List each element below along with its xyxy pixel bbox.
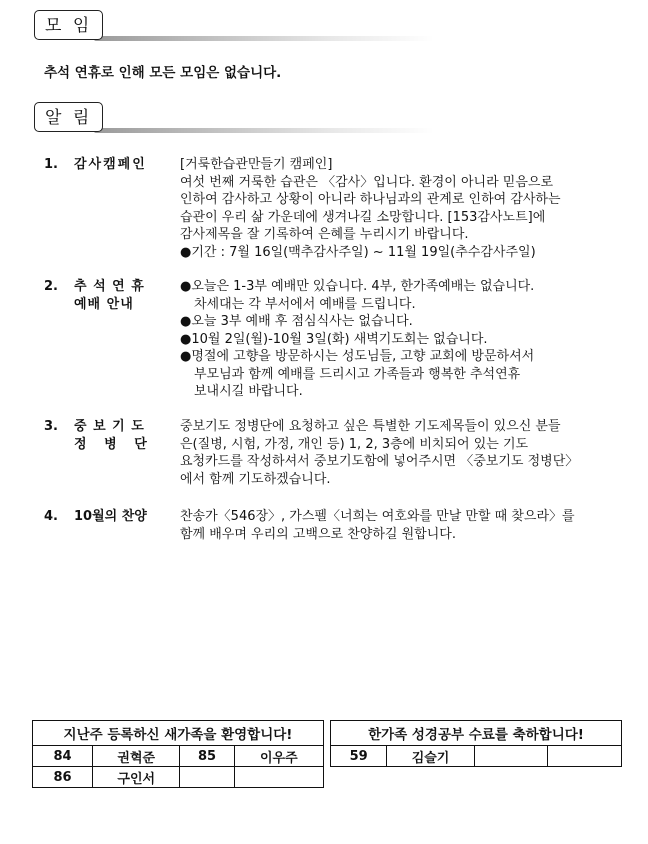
- table-cell: 이우주: [234, 746, 323, 767]
- item-line: 여섯 번째 거룩한 습관은 〈감사〉입니다. 환경이 아니라 믿음으로: [180, 174, 554, 190]
- item-line: 요청카드를 작성하셔서 중보기도함에 넣어주시면 〈중보기도 정병단〉: [180, 454, 579, 469]
- item-title: [74, 278, 178, 313]
- item-body: [180, 156, 620, 261]
- new-family-table-header: 지난주 등록하신 새가족을 환영합니다!: [33, 721, 324, 746]
- item-line: 중보기도 정병단에 요청하고 싶은 특별한 기도제목들이 있으신 분들: [180, 419, 561, 434]
- item-title-line: 정 병 단: [74, 436, 148, 452]
- item-number: 2.: [44, 279, 58, 294]
- item-line: ●오늘 3부 예배 후 점심식사는 없습니다.: [180, 314, 413, 329]
- table-cell: 86: [33, 767, 93, 788]
- item-title: [74, 156, 178, 174]
- table-row: [33, 767, 324, 788]
- item-title-line: 예배 안내: [74, 296, 134, 312]
- section-divider: [94, 128, 434, 133]
- item-title-line: 10월의 찬양: [74, 509, 147, 524]
- table-row: [33, 746, 324, 767]
- item-title-line: 중 보 기 도: [74, 419, 145, 434]
- item-title-line: 감사캠페인: [74, 157, 147, 172]
- notice-section-header: [34, 102, 434, 136]
- table-cell: 59: [331, 746, 387, 767]
- item-line: 습관이 우리 삶 가운데에 생겨나길 소망합니다. [153감사노트]에: [180, 209, 546, 225]
- item-title: [74, 418, 178, 453]
- item-line: ●명절에 고향을 방문하시는 성도님들, 고향 교회에 방문하셔서: [180, 349, 535, 364]
- item-line: 함께 배우며 우리의 고백으로 찬양하길 원합니다.: [180, 526, 456, 542]
- meeting-section-header: [34, 10, 434, 44]
- item-line: 부모님과 함께 예배를 드리시고 가족들과 행복한 추석연휴: [194, 366, 521, 382]
- item-line: 에서 함께 기도하겠습니다.: [180, 471, 331, 487]
- item-line: ●기간 : 7월 16일(맥추감사주일) ~ 11월 19일(추수감사주일): [180, 244, 536, 260]
- item-line: 차세대는 각 부서에서 예배를 드립니다.: [194, 296, 416, 312]
- table-cell: 85: [180, 746, 234, 767]
- item-body: [180, 508, 620, 543]
- item-body: [180, 278, 620, 401]
- notice-section-title: 알 림: [34, 102, 103, 132]
- item-body: [180, 418, 620, 488]
- table-cell: [234, 767, 323, 788]
- item-line: 보내시길 바랍니다.: [194, 384, 303, 399]
- new-family-table: [32, 720, 324, 788]
- table-cell: 권혁준: [93, 746, 180, 767]
- item-line: 찬송가〈546장〉, 가스펠〈너희는 여호와를 만날 만할 때 찾으라〉를: [180, 509, 575, 524]
- section-divider: [94, 36, 434, 41]
- bible-study-table-header: 한가족 성경공부 수료를 축하합니다!: [331, 721, 622, 746]
- table-cell: [548, 746, 622, 767]
- item-title: [74, 508, 178, 526]
- table-cell: [180, 767, 234, 788]
- item-title-line: 추 석 연 휴: [74, 279, 145, 294]
- item-number: 4.: [44, 509, 58, 524]
- table-cell: 김슬기: [387, 746, 475, 767]
- table-cell: [474, 746, 548, 767]
- item-line: 은(질병, 시험, 가정, 개인 등) 1, 2, 3층에 비치되어 있는 기도: [180, 436, 529, 452]
- item-number: 1.: [44, 157, 58, 172]
- item-line: 감사제목을 잘 기록하여 은혜를 누리시기 바랍니다.: [180, 227, 469, 242]
- table-row: [331, 746, 622, 767]
- meeting-section-title: 모 임: [34, 10, 103, 40]
- bible-study-table: [330, 720, 622, 767]
- item-line: [거룩한습관만들기 캠페인]: [180, 157, 333, 172]
- meeting-notice: 추석 연휴로 인해 모든 모임은 없습니다.: [44, 65, 282, 81]
- item-line: ●10월 2일(월)-10월 3일(화) 새벽기도회는 없습니다.: [180, 331, 488, 347]
- table-cell: 84: [33, 746, 93, 767]
- item-number: 3.: [44, 419, 58, 434]
- table-cell: 구인서: [93, 767, 180, 788]
- item-line: ●오늘은 1-3부 예배만 있습니다. 4부, 한가족예배는 없습니다.: [180, 279, 535, 294]
- item-line: 인하여 감사하고 상황이 아니라 하나님과의 관계로 인하여 감사하는: [180, 192, 561, 207]
